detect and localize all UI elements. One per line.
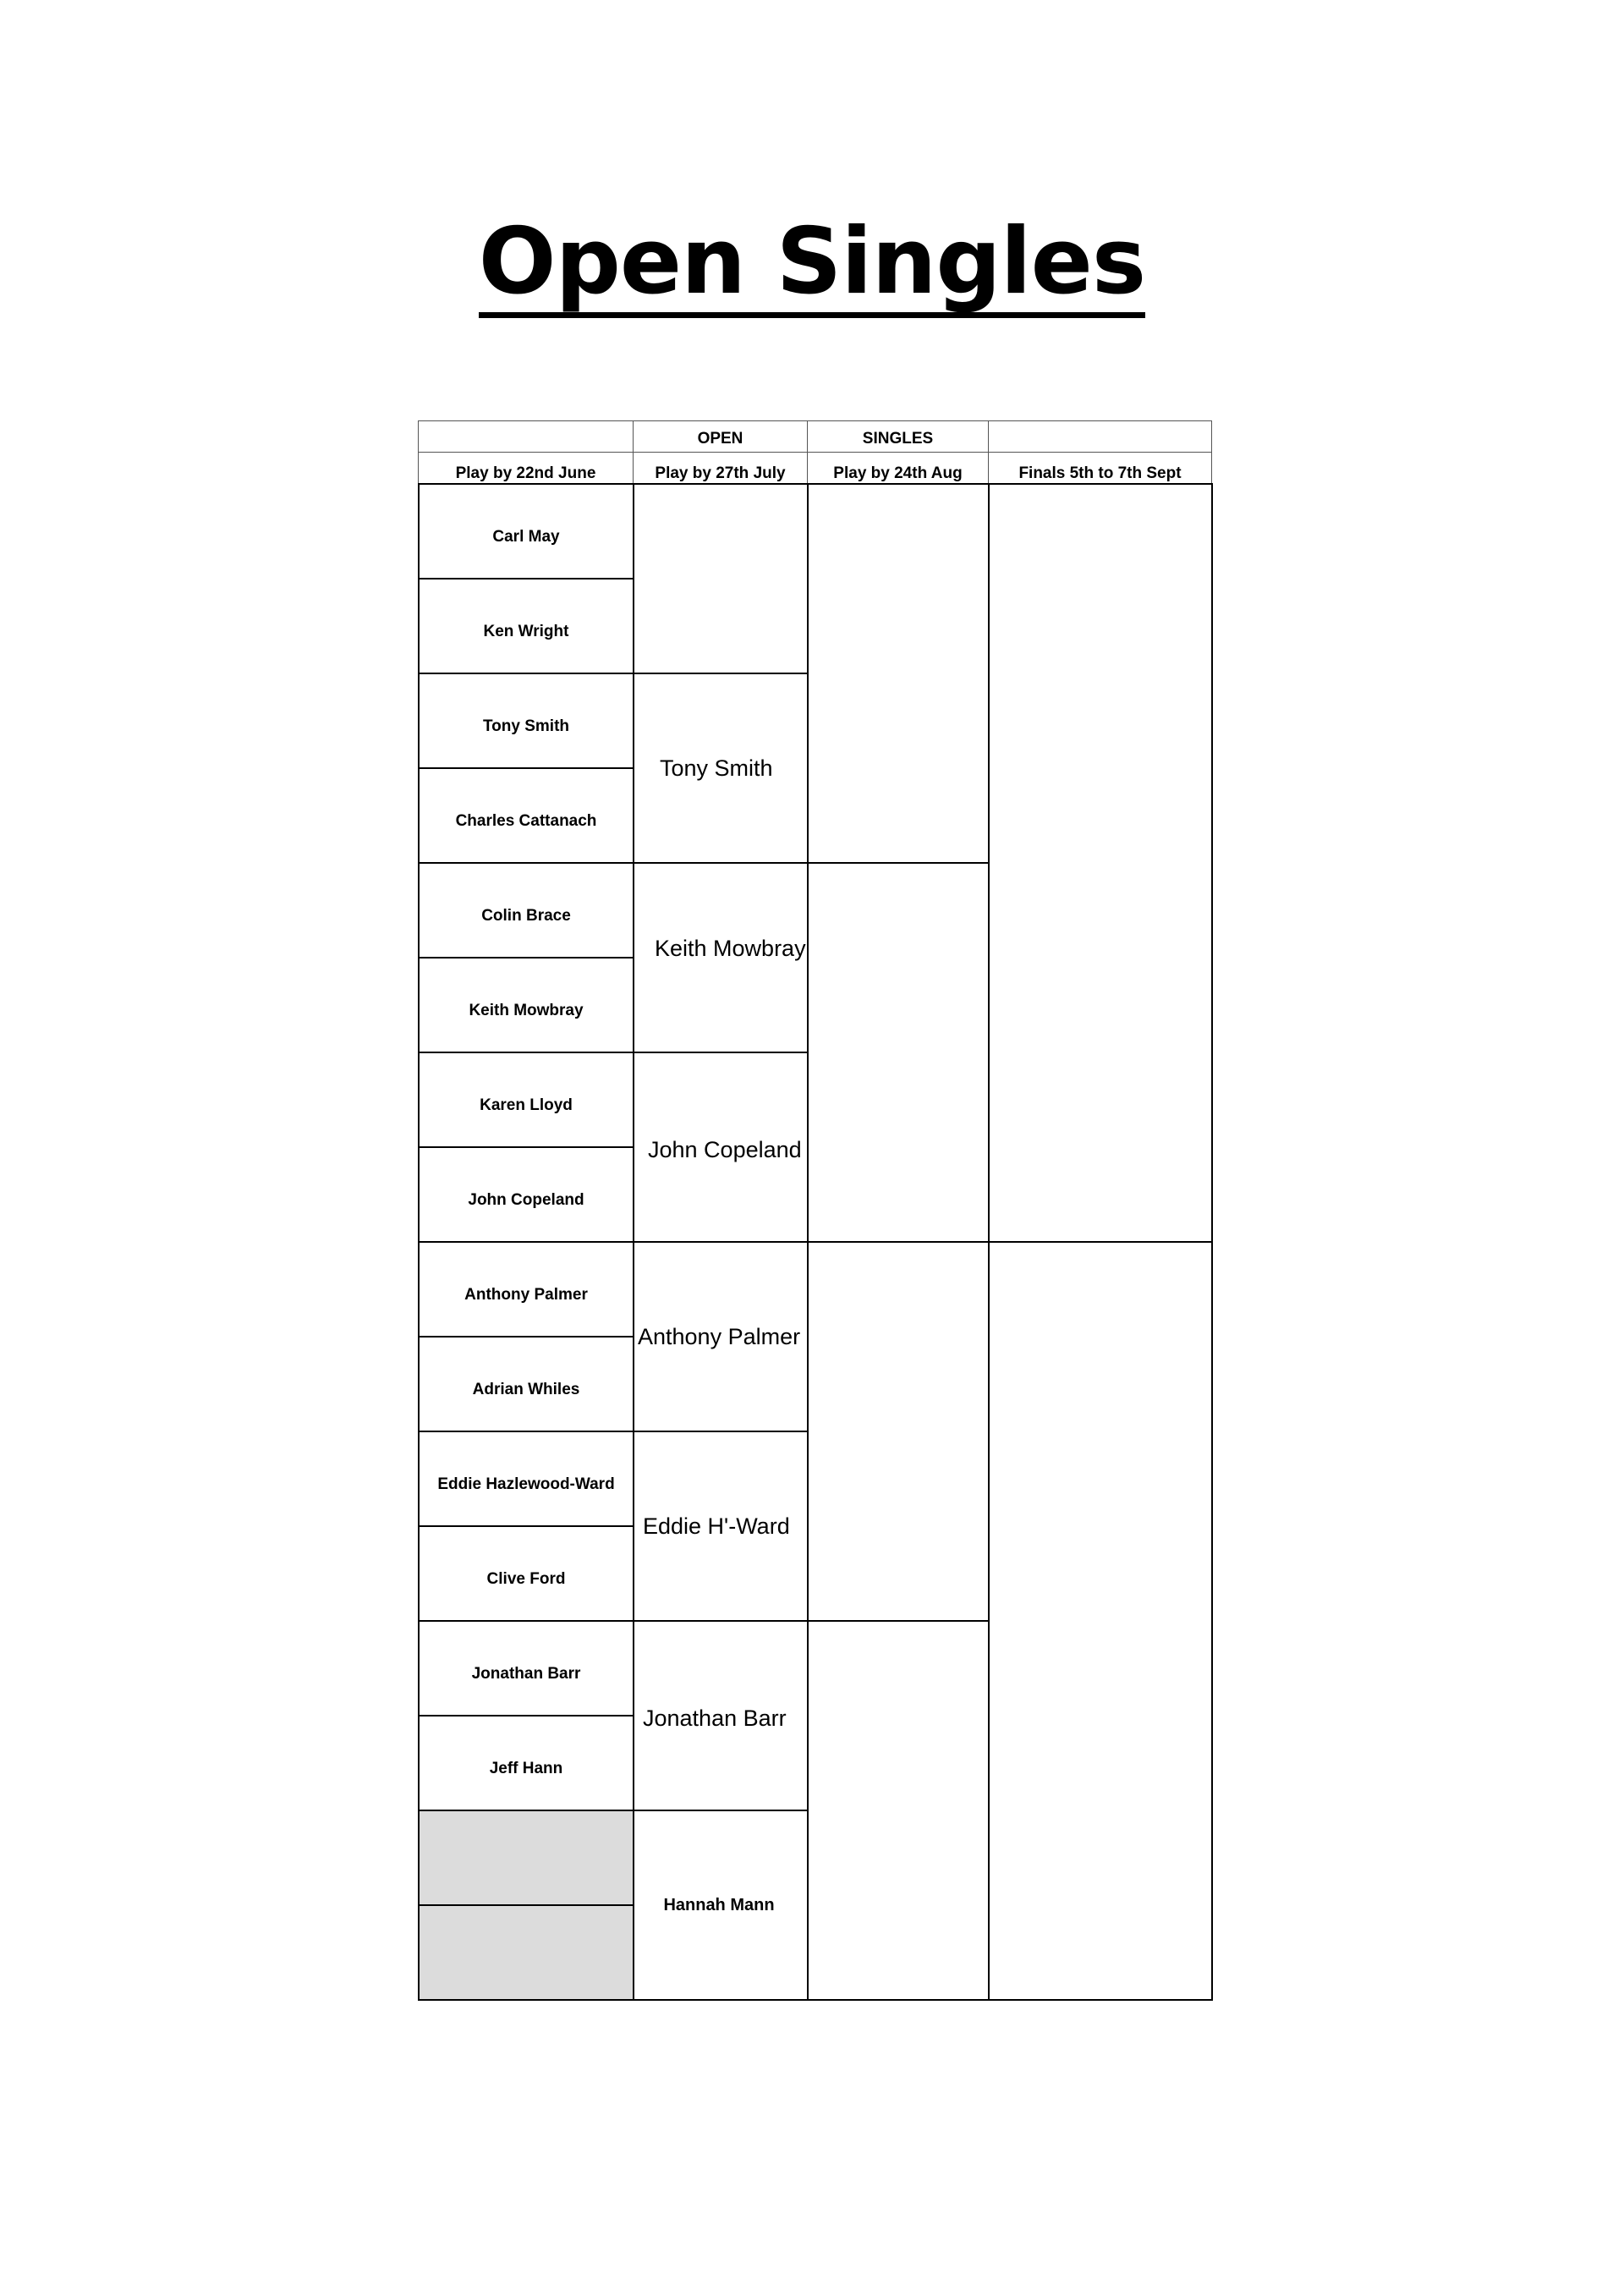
round-1-player: Clive Ford <box>418 1525 634 1622</box>
round-2-player: Tony Smith <box>633 673 809 864</box>
finals-slot <box>988 1241 1213 2001</box>
round-2-player: John Copeland <box>633 1052 809 1243</box>
round-1-player: Colin Brace <box>418 862 634 958</box>
round-1-player: Carl May <box>418 483 634 579</box>
round-1-player: John Copeland <box>418 1146 634 1243</box>
round-1-player: Ken Wright <box>418 578 634 674</box>
round-2-player: Keith Mowbray <box>633 862 809 1053</box>
round-1-player: Jeff Hann <box>418 1715 634 1811</box>
round-2-player: Hannah Mann <box>633 1810 809 2001</box>
round-2-header: Play by 27th July <box>633 452 808 484</box>
round-3-slot <box>807 1241 990 1622</box>
round-3-slot <box>807 862 990 1243</box>
round-1-bye-slot <box>418 1904 634 2001</box>
round-1-player: Charles Cattanach <box>418 767 634 864</box>
round-1-player: Anthony Palmer <box>418 1241 634 1338</box>
page-title-text: Open Singles <box>479 212 1145 318</box>
round-2-player <box>633 483 809 674</box>
header-top-cell <box>418 420 634 453</box>
round-1-player: Eddie Hazlewood-Ward <box>418 1431 634 1527</box>
page-title <box>0 203 1624 321</box>
round-3-slot <box>807 483 990 864</box>
round-2-player: Anthony Palmer <box>633 1241 809 1432</box>
round-1-header: Play by 22nd June <box>418 452 634 484</box>
finals-slot <box>988 483 1213 1243</box>
finals-header: Finals 5th to 7th Sept <box>988 452 1212 484</box>
round-3-slot <box>807 1620 990 2001</box>
round-1-player: Adrian Whiles <box>418 1336 634 1432</box>
round-2-player: Eddie H'-Ward <box>633 1431 809 1622</box>
round-1-player: Tony Smith <box>418 673 634 769</box>
round-1-player: Jonathan Barr <box>418 1620 634 1717</box>
header-top-cell-singles: SINGLES <box>807 420 989 453</box>
round-1-player: Keith Mowbray <box>418 957 634 1053</box>
header-top-cell-open: OPEN <box>633 420 808 453</box>
round-1-player: Karen Lloyd <box>418 1052 634 1148</box>
header-top-cell <box>988 420 1212 453</box>
round-1-bye-slot <box>418 1810 634 1906</box>
round-2-player: Jonathan Barr <box>633 1620 809 1811</box>
round-3-header: Play by 24th Aug <box>807 452 989 484</box>
